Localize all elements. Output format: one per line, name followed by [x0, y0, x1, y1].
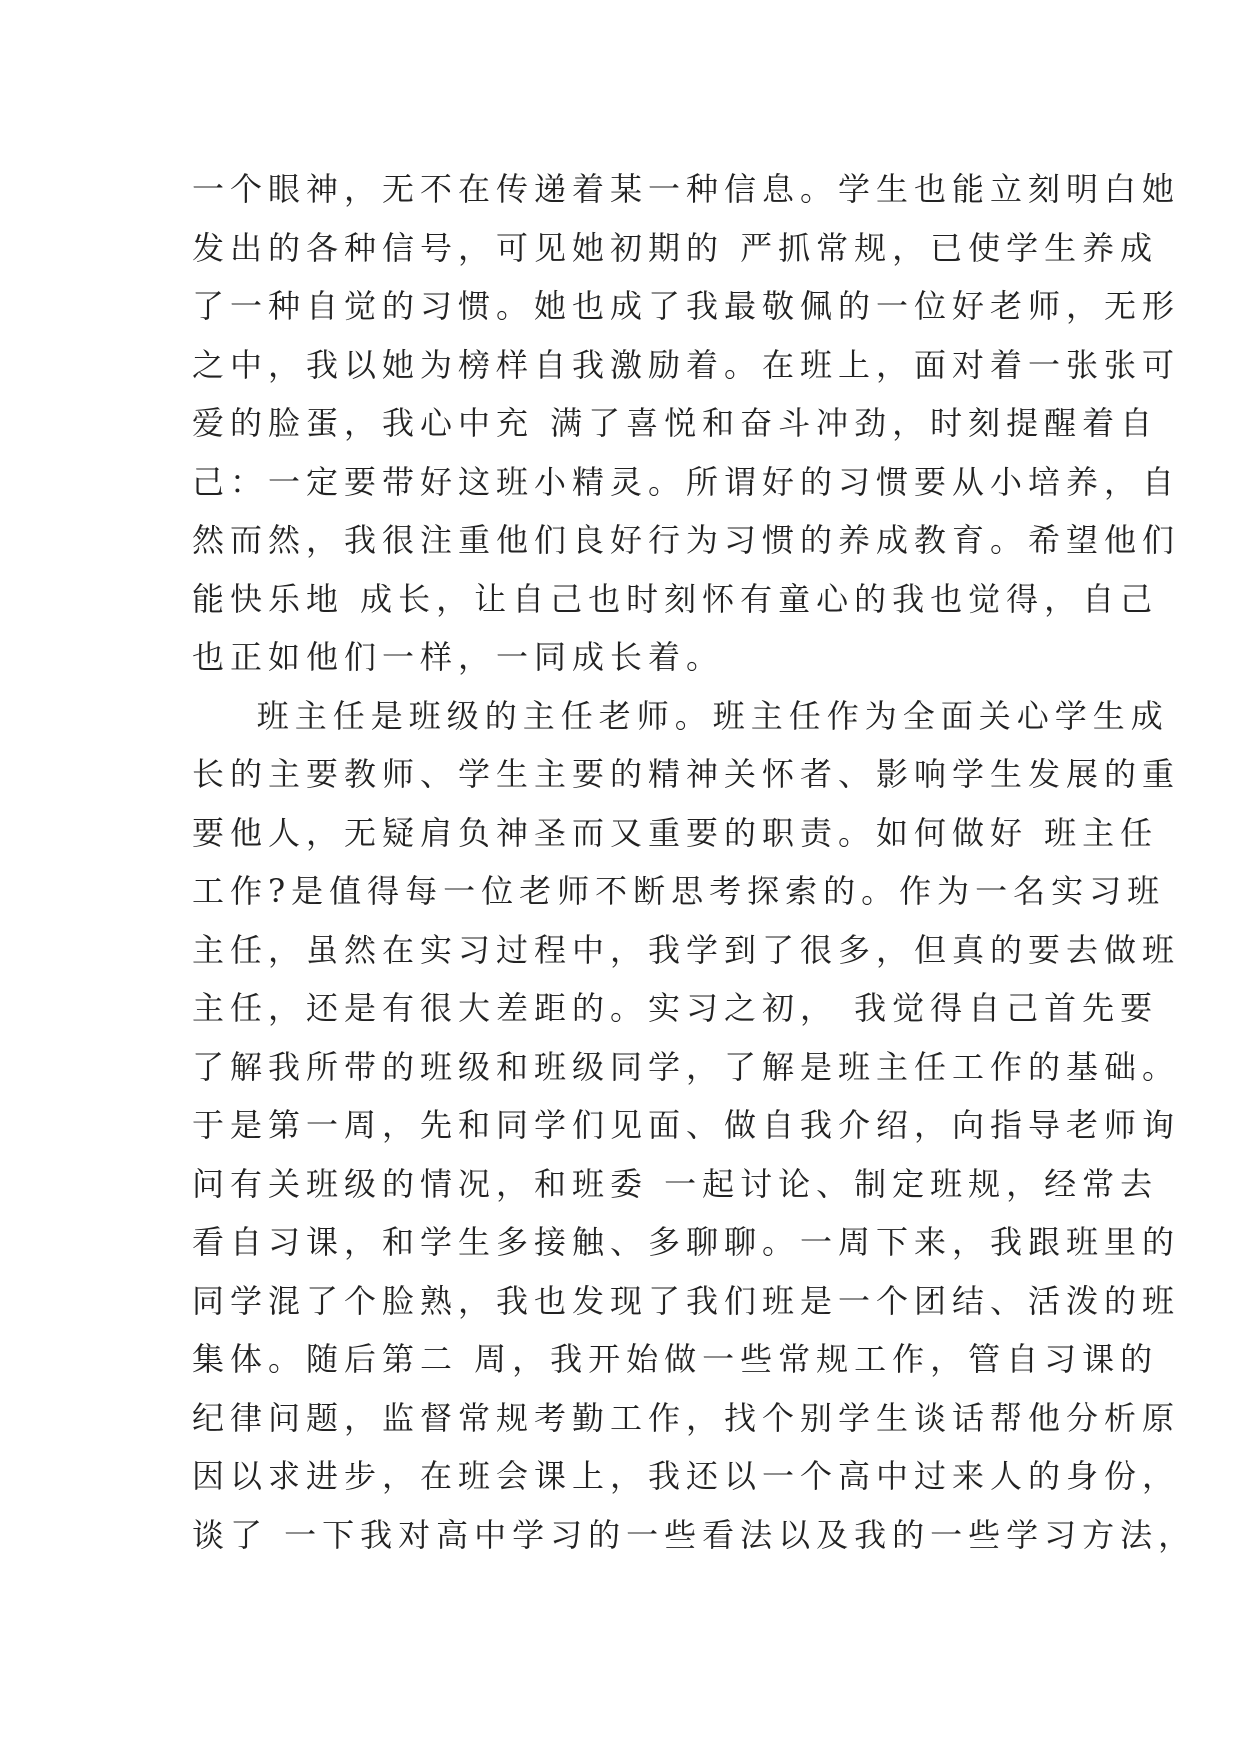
text-line: 发出的各种信号，可见她初期的 严抓常规，已使学生养成	[192, 228, 1159, 267]
text-line: 己：一定要带好这班小精灵。所谓好的习惯要从小培养，自	[192, 462, 1181, 501]
body-text	[192, 160, 1197, 1564]
text-line: 工作?是值得每一位老师不断思考探索的。作为一名实习班	[192, 872, 1166, 910]
text-line: 因以求进步，在班会课上，我还以一个高中过来人的身份，	[192, 1457, 1181, 1495]
text-line: 谈了 一下我对高中学习的一些看法以及我的一些学习方法，	[192, 1515, 1197, 1554]
text-line: 了解我所带的班级和班级同学，了解是班主任工作的基础。	[192, 1047, 1181, 1086]
text-line: 于是第一周，先和同学们见面、做自我介绍，向指导老师询	[192, 1106, 1181, 1144]
text-line: 主任，虽然在实习过程中，我学到了很多，但真的要去做班	[192, 930, 1181, 969]
text-line: 问有关班级的情况，和班委 一起讨论、制定班规，经常去	[192, 1164, 1159, 1203]
text-line: 长的主要教师、学生主要的精神关怀者、影响学生发展的重	[192, 755, 1181, 793]
text-line: 爱的脸蛋，我心中充 满了喜悦和奋斗冲劲，时刻提醒着自	[192, 404, 1159, 442]
text-line: 班主任是班级的主任老师。班主任作为全面关心学生成	[192, 696, 1169, 735]
text-line: 之中，我以她为榜样自我激励着。在班上，面对着一张张可	[192, 345, 1181, 384]
text-line: 要他人，无疑肩负神圣而又重要的职责。如何做好 班主任	[192, 813, 1159, 852]
text-line: 了一种自觉的习惯。她也成了我最敬佩的一位好老师，无形	[192, 287, 1181, 325]
text-line: 能快乐地 成长，让自己也时刻怀有童心的我也觉得，自己	[192, 579, 1159, 618]
text-line: 集体。随后第二 周，我开始做一些常规工作，管自习课的	[192, 1340, 1159, 1378]
text-line: 主任，还是有很大差距的。实习之初， 我觉得自己首先要	[192, 989, 1159, 1027]
text-line: 看自习课，和学生多接触、多聊聊。一周下来，我跟班里的	[192, 1223, 1181, 1261]
text-line: 一个眼神，无不在传递着某一种信息。学生也能立刻明白她	[192, 170, 1181, 208]
text-line: 然而然，我很注重他们良好行为习惯的养成教育。希望他们	[192, 521, 1181, 559]
text-line: 同学混了个脸熟，我也发现了我们班是一个团结、活泼的班	[192, 1281, 1181, 1320]
text-line: 纪律问题，监督常规考勤工作，找个别学生谈话帮他分析原	[192, 1398, 1181, 1437]
text-line: 也正如他们一样，一同成长着。	[192, 638, 725, 676]
